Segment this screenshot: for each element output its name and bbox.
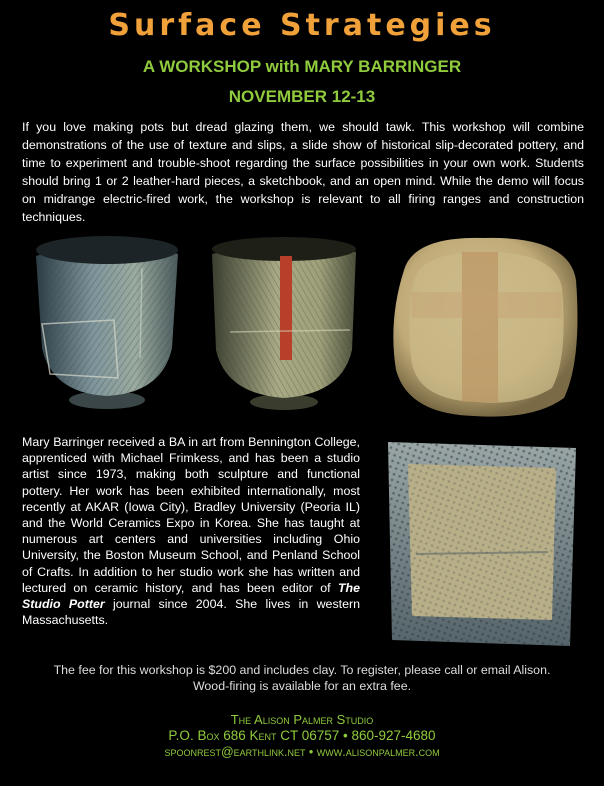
intro-paragraph: If you love making pots but dread glazing them, we should tawk. This workshop will combine demonstrations of the use of texture and slips, a slide show of historical slip-decorated pottery, and time to experiment and trouble-shoot regarding the surface possibilities in your own work. Students should bring 1 or 2 leather-hard pieces, a sketchbook, and an open mind. While the demo will focus on midrange electric-fired work, the workshop is relevant to all firing ranges and construction techniques.: [22, 120, 584, 224]
artist-bio: [22, 434, 360, 628]
studio-name: The Alison Palmer Studio: [230, 712, 374, 727]
studio-address: P.O. Box 686 Kent CT 06757 • 860-927-4680: [168, 728, 436, 743]
pottery-cup-red-stripe-image: [200, 232, 368, 416]
pottery-cup-blue-image: [22, 228, 192, 416]
fee-line-2: Wood-firing is available for an extra fee.: [192, 679, 412, 693]
workshop-subtitle: A WORKSHOP with MARY BARRINGER: [142, 57, 462, 76]
page-title: Surface Strategies: [108, 8, 496, 43]
pottery-round-plate-image: [384, 230, 584, 422]
bio-text-after: journal since 2004. She lives in western Massachusetts.: [22, 597, 360, 628]
pottery-square-tray-image: [380, 434, 584, 654]
fee-line-1: The fee for this workshop is $200 and includes clay. To register, please call or email Alison.: [53, 663, 551, 677]
bio-text-before: Mary Barringer received a BA in art from Bennington College, apprenticed with Michael Frimkess, and has been a studio artist since 1973, making both sculpture and functional pottery. Her work has been exhibited internationally, most recently at AKAR (Iowa City), Bradley University (Peoria IL) and the World Ceramics Expo in Korea. She has taught at numerous art centers and universities including Ohio University, the Boston Museum School, and Penland School of Crafts. In addition to her studio work she has written and lectured on ceramic history, and has been editor of: [22, 435, 360, 595]
journal-title: The Studio Potter: [22, 580, 360, 612]
workshop-dates: NOVEMBER 12-13: [228, 87, 376, 106]
studio-contact[interactable]: spoonrest@earthlink.net • www.alisonpalmer.com: [164, 745, 440, 759]
